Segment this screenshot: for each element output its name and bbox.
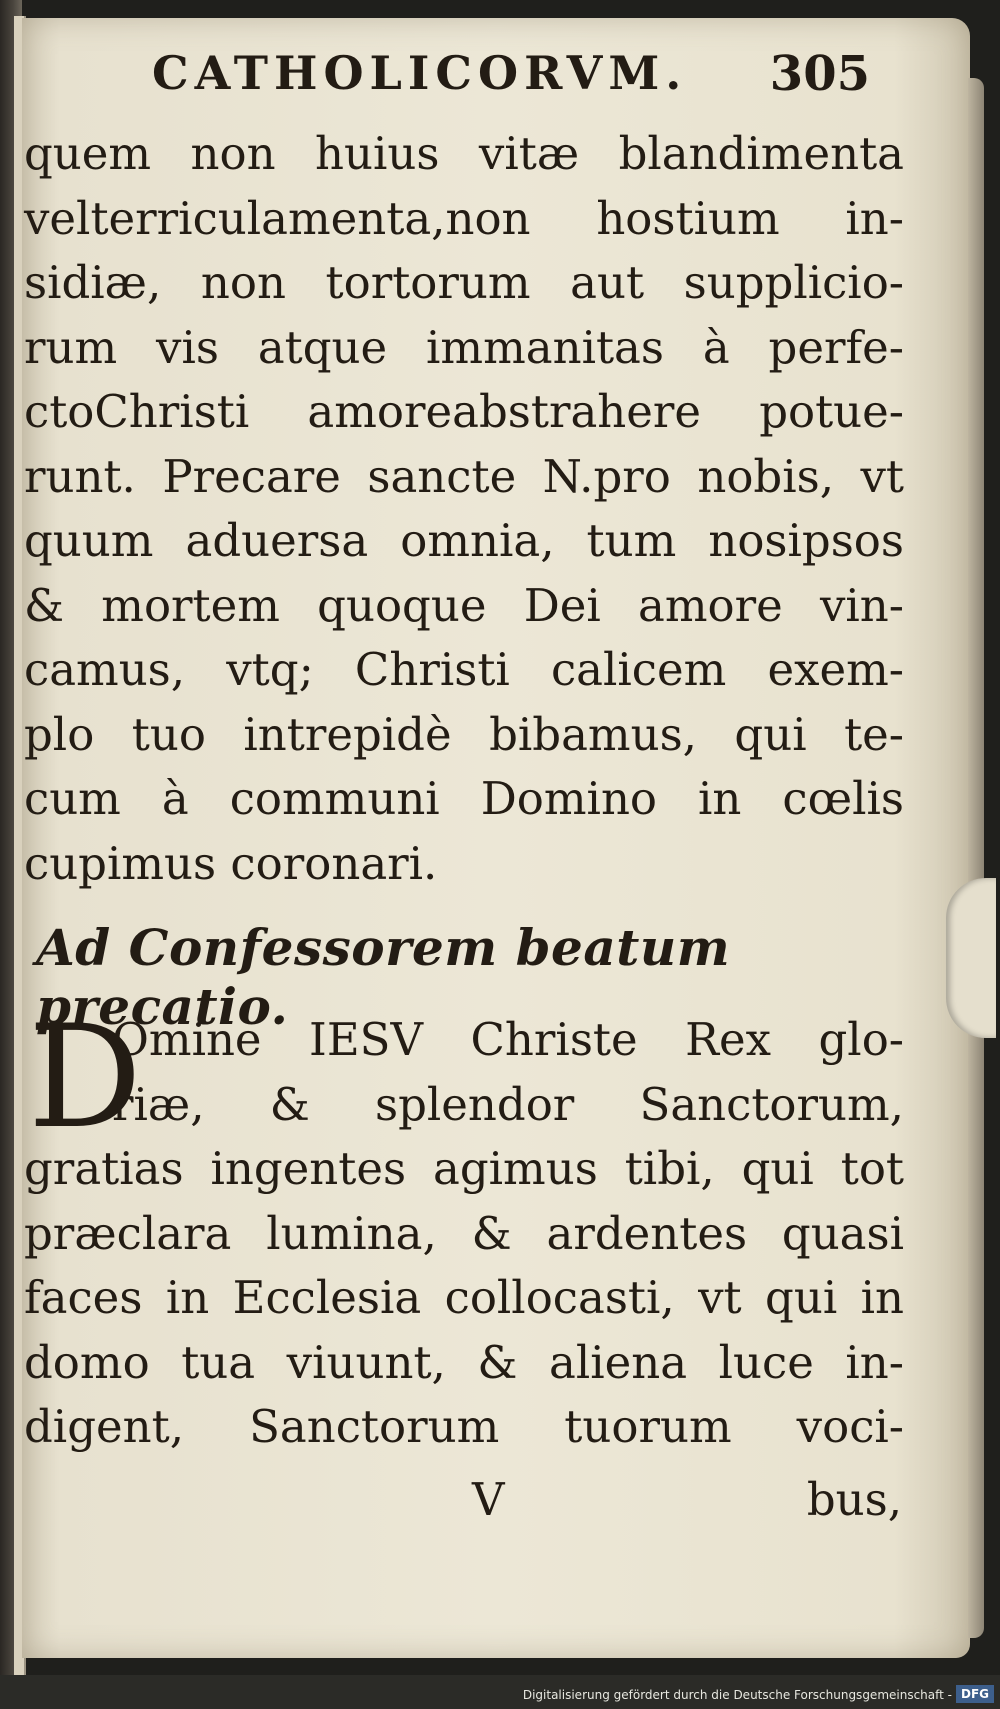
text-line: gratias ingentes agimus tibi, qui tot xyxy=(24,1142,904,1195)
text-line: riæ, & splendor Sanctorum, xyxy=(112,1077,904,1131)
text-line: quum aduersa omnia, tum nosipsos xyxy=(24,514,904,567)
footer-bar xyxy=(0,1675,1000,1709)
running-head: CATHOLICORVM. xyxy=(152,46,688,100)
text-line-last: cupimus coronari. xyxy=(24,836,438,890)
text-line: sidiæ, non tortorum aut supplicio- xyxy=(24,256,904,309)
dfg-logo-icon: DFG xyxy=(956,1685,994,1703)
paragraph-1 xyxy=(24,122,904,896)
text-line: & mortem quoque Dei amore vin- xyxy=(24,578,904,632)
catchword: bus, xyxy=(806,1473,902,1526)
text-line: velterriculamenta,non hostium in- xyxy=(24,191,904,245)
text-line: domo tua viuunt, & aliena luce in- xyxy=(24,1335,904,1389)
text-line: Omine IESV Christe Rex glo- xyxy=(112,1013,904,1066)
text-line: præclara lumina, & ardentes quasi xyxy=(24,1206,904,1260)
text-line: rum vis atque immanitas à perfe- xyxy=(24,320,904,374)
page-number: 305 xyxy=(769,46,870,102)
text-line: digent, Sanctorum tuorum voci- xyxy=(24,1400,904,1453)
paragraph-2 xyxy=(24,995,904,1460)
text-line: camus, vtq; Christi calicem exem- xyxy=(24,643,904,696)
signature-mark: V xyxy=(472,1473,505,1526)
section-heading: Ad Confessorem beatum precatio. xyxy=(36,918,731,1036)
catchword-line xyxy=(22,1473,902,1537)
text-line: quem non huius vitæ blandimenta xyxy=(24,127,904,180)
text-line: ctoChristi amoreabstrahere potue- xyxy=(24,385,904,438)
book-page xyxy=(22,18,970,1658)
drop-cap-initial: D xyxy=(28,995,142,1160)
text-line: cum à communi Domino in cœlis xyxy=(24,772,904,825)
funding-credit: Digitalisierung gefördert durch die Deutsche Forschungsgemeinschaft - xyxy=(522,1688,952,1702)
page-fore-edge xyxy=(968,78,984,1638)
text-line: plo tuo intrepidè bibamus, qui te- xyxy=(24,707,904,761)
text-line: runt. Precare sancte N.pro nobis, vt xyxy=(24,449,904,503)
page-text xyxy=(22,18,970,1658)
text-line: faces in Ecclesia collocasti, vt qui in xyxy=(24,1271,904,1324)
